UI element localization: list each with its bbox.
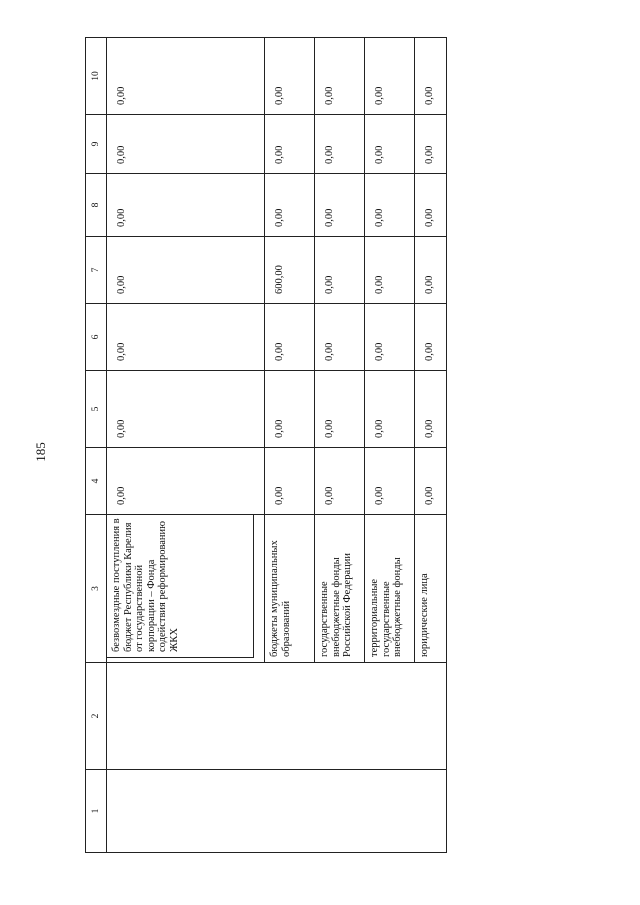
value-cell: 0,00 xyxy=(107,174,265,237)
row-label xyxy=(107,515,265,663)
row-label: территориальные государственные внебюджетные фонды xyxy=(365,515,415,663)
value-cell: 0,00 xyxy=(415,115,447,174)
value-cell: 0,00 xyxy=(365,448,415,515)
empty-cell xyxy=(107,770,447,853)
value-cell: 0,00 xyxy=(365,38,415,115)
value-cell: 0,00 xyxy=(107,237,265,304)
value-cell: 0,00 xyxy=(107,448,265,515)
budget-table-rotated xyxy=(85,38,435,853)
header-cell: 5 xyxy=(86,371,107,448)
value-cell: 0,00 xyxy=(107,115,265,174)
value-cell: 0,00 xyxy=(365,174,415,237)
header-cell: 3 xyxy=(86,515,107,663)
value-cell: 0,00 xyxy=(365,304,415,371)
value-cell: 0,00 xyxy=(365,115,415,174)
value-cell: 0,00 xyxy=(265,115,315,174)
value-cell: 0,00 xyxy=(315,448,365,515)
value-cell: 0,00 xyxy=(365,371,415,448)
value-cell: 0,00 xyxy=(415,38,447,115)
value-cell: 0,00 xyxy=(265,304,315,371)
header-cell: 10 xyxy=(86,38,107,115)
value-cell: 0,00 xyxy=(315,174,365,237)
value-cell: 0,00 xyxy=(415,304,447,371)
value-cell: 0,00 xyxy=(107,304,265,371)
value-cell: 0,00 xyxy=(315,304,365,371)
value-cell: 0,00 xyxy=(415,371,447,448)
value-cell: 0,00 xyxy=(315,237,365,304)
budget-table xyxy=(85,37,447,853)
row-label: государственные внебюджетные фонды Российской Федерации xyxy=(315,515,365,663)
value-cell: 0,00 xyxy=(415,448,447,515)
row-label-text: безвозмездные поступления в бюджет Республики Карелия от государственной корпорации – Фонда содействия реформированию ЖКХ xyxy=(107,514,254,658)
table-header-row xyxy=(86,38,107,853)
row-label: юридические лица xyxy=(415,515,447,663)
page-number: 185 xyxy=(33,442,48,462)
value-cell: 0,00 xyxy=(265,371,315,448)
header-cell: 9 xyxy=(86,115,107,174)
header-cell: 6 xyxy=(86,304,107,371)
value-cell: 0,00 xyxy=(315,38,365,115)
value-cell: 0,00 xyxy=(415,237,447,304)
table-row xyxy=(107,38,265,853)
empty-cell xyxy=(107,663,447,770)
header-cell: 7 xyxy=(86,237,107,304)
value-cell: 0,00 xyxy=(315,371,365,448)
header-cell: 4 xyxy=(86,448,107,515)
value-cell: 0,00 xyxy=(415,174,447,237)
value-cell: 0,00 xyxy=(265,174,315,237)
value-cell: 600,00 xyxy=(265,237,315,304)
value-cell: 0,00 xyxy=(315,115,365,174)
header-cell: 1 xyxy=(86,770,107,853)
header-cell: 2 xyxy=(86,663,107,770)
value-cell: 0,00 xyxy=(365,237,415,304)
value-cell: 0,00 xyxy=(107,38,265,115)
header-cell: 8 xyxy=(86,174,107,237)
row-label: бюджеты муниципальных образований xyxy=(265,515,315,663)
value-cell: 0,00 xyxy=(107,371,265,448)
value-cell: 0,00 xyxy=(265,448,315,515)
value-cell: 0,00 xyxy=(265,38,315,115)
